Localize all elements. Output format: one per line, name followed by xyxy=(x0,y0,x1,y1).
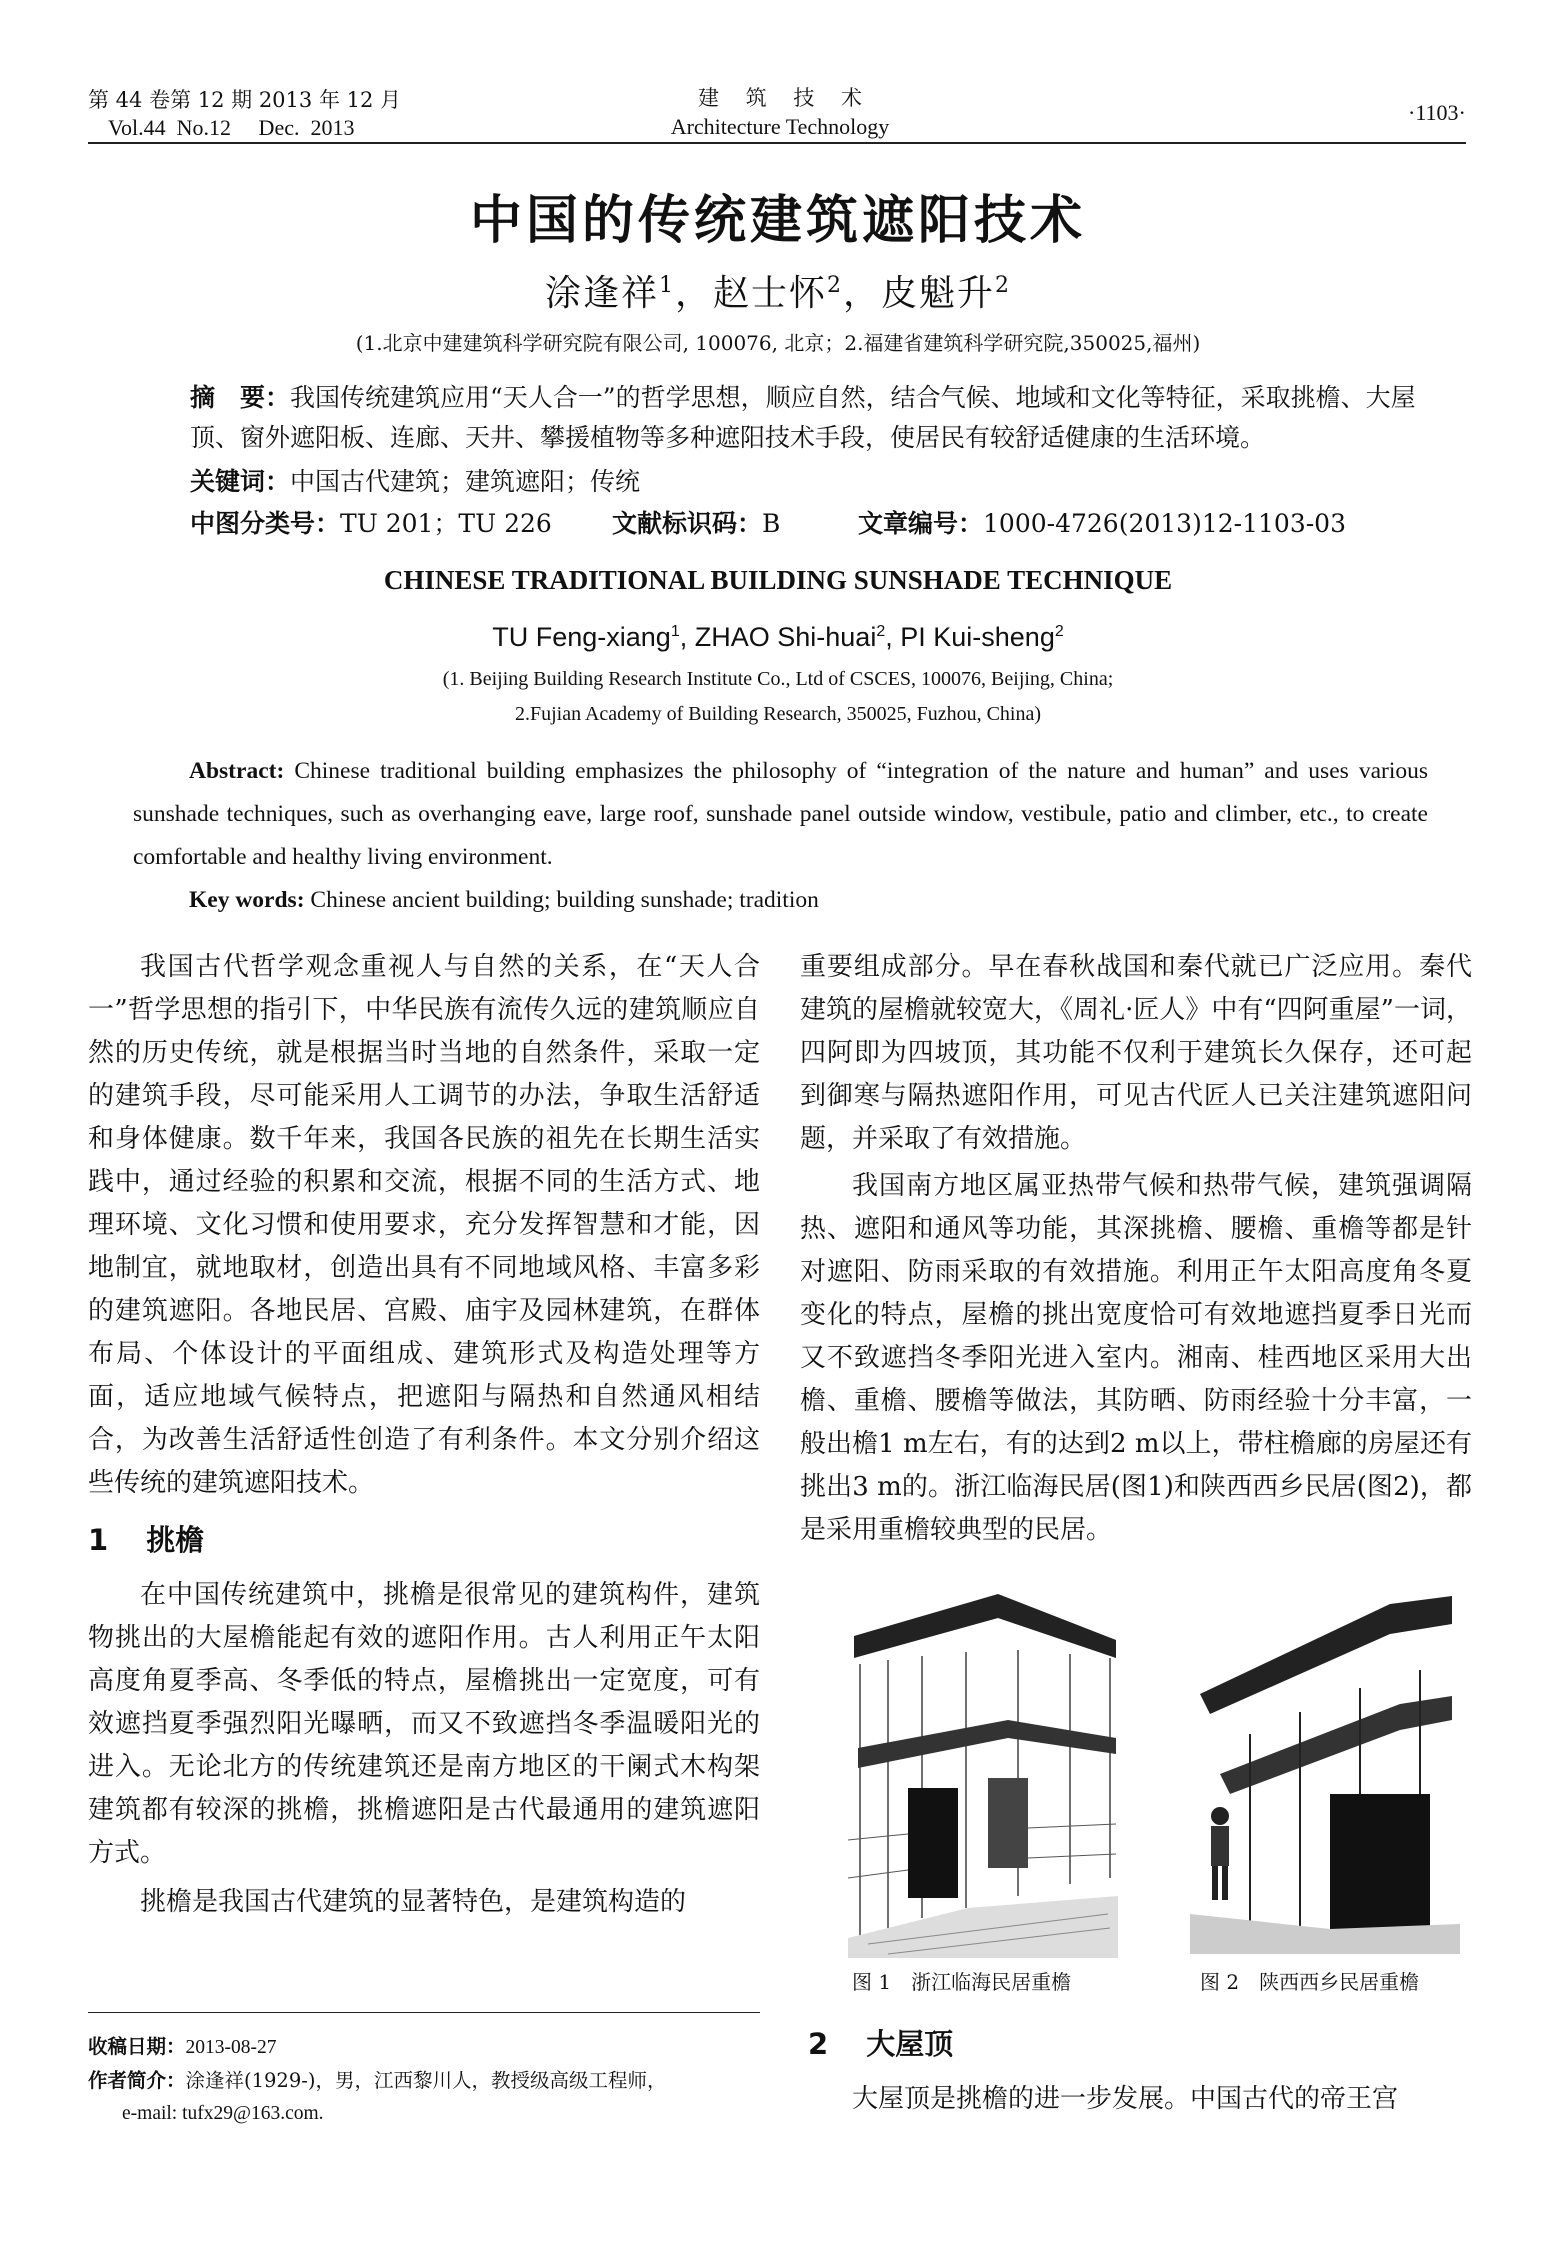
doc-code-value: B xyxy=(762,509,781,538)
journal-name-cn: 建 筑 技 术 xyxy=(697,86,863,110)
abstract-en-text: Chinese traditional building emphasizes the philosophy of “integration of the nature and human” and uses various sunshade techniques, such as overhanging eave, large roof, sunshade panel outside window, vestibule, patio and climber, etc., to create comfortable and healthy living environment. xyxy=(133,758,1429,870)
figure-2-sketch xyxy=(1190,1584,1460,1954)
abstract-cn xyxy=(190,378,1440,458)
section-1-heading xyxy=(88,1519,760,1562)
section-1-paragraph-1: 在中国传统建筑中，挑檐是很常见的建筑构件，建筑物挑出的大屋檐能起有效的遮阳作用。古人利用正午太阳高度角夏季高、冬季低的特点，屋檐挑出一定宽度，可有效遮挡夏季强烈阳光曝晒，而又不致遮挡冬季温暖阳光的进入。无论北方的传统建筑还是南方地区的干阑式木构架建筑都有较深的挑檐，挑檐遮阳是古代最通用的建筑遮阳方式。 xyxy=(88,1580,760,1868)
section-2-heading xyxy=(808,2022,953,2063)
section-2-paragraph xyxy=(800,2078,1472,2121)
section-2-title: 大屋顶 xyxy=(866,2027,954,2061)
clc-label: 中图分类号： xyxy=(190,509,341,538)
figure-1 xyxy=(848,1578,1118,1958)
bio-text: 涂逢祥(1929-)，男，江西黎川人，教授级高级工程师， xyxy=(185,2069,667,2092)
affiliations-cn: (1.北京中建建筑科学研究院有限公司, 100076, 北京；2.福建省建筑科学研究院,350025,福州) xyxy=(355,331,1201,355)
author-affil-mark: 2 xyxy=(995,273,1012,298)
section-1-paragraph-2: 挑檐是我国古代建筑的显著特色，是建筑构造的 xyxy=(140,1887,687,1917)
right-paragraph-2: 我国南方地区属亚热带气候和热带气候，建筑强调隔热、遮阳和通风等功能，其深挑檐、腰檐、重檐等都是针对遮阳、防雨采取的有效措施。利用正午太阳高度角冬夏变化的特点，屋檐的挑出宽度恰可有效地遮挡夏季日光而又不致遮挡冬季阳光进入室内。湘南、桂西地区采用大出檐、重檐、腰檐等做法，其防晒、防雨经验十分丰富，一般出檐1 m左右，有的达到2 m以上，带柱檐廊的房屋还有挑出3 m的。浙江临海民居(图1)和陕西西乡民居(图2)，都是采用重檐较典型的民居。 xyxy=(800,1171,1472,1545)
author-separator: , xyxy=(679,622,695,652)
figure-1-sketch xyxy=(848,1578,1118,1958)
footnote-rule xyxy=(88,2012,760,2013)
figure-2 xyxy=(1190,1584,1460,1954)
volume-cn: 第 44 卷第 12 期 2013 年 12 月 xyxy=(88,88,402,112)
figure-1-caption: 图 1 浙江临海民居重檐 xyxy=(852,1970,1072,1994)
keywords-en-label: Key words: xyxy=(189,887,305,913)
right-column xyxy=(800,946,1472,1552)
author-affil-mark: 2 xyxy=(827,273,843,298)
author-en-affil-mark: 2 xyxy=(1054,623,1064,640)
author-separator: ， xyxy=(843,273,882,314)
keywords-en-text: Chinese ancient building; building sunshade; tradition xyxy=(310,887,819,913)
section-1-number: 1 xyxy=(88,1523,109,1557)
received-date: 2013-08-27 xyxy=(185,2037,277,2058)
author-en-1: TU Feng-xiang$^1$ xyxy=(492,622,680,652)
header-rule xyxy=(88,142,1466,144)
article-number xyxy=(858,504,1418,544)
author-en-3: PI Kui-sheng$^2$ xyxy=(900,622,1064,652)
figure-2-caption: 图 2 陕西西乡民居重檐 xyxy=(1200,1970,1420,1994)
author-separator: ， xyxy=(674,273,713,314)
abstract-en xyxy=(133,750,1428,922)
affiliation-en-2: 2.Fujian Academy of Building Research, 350025, Fuzhou, China) xyxy=(514,703,1042,725)
paper-title-en: CHINESE TRADITIONAL BUILDING SUNSHADE TECHNIQUE xyxy=(383,565,1173,595)
clc-value: TU 201；TU 226 xyxy=(340,509,552,538)
footnote xyxy=(88,2030,760,2130)
paper-title: 中国的传统建筑遮阳技术 xyxy=(469,191,1086,251)
author-en-affil-mark: 1 xyxy=(670,623,680,640)
author-2: 赵士怀$^2$ xyxy=(712,273,843,314)
intro-paragraph: 我国古代哲学观念重视人与自然的关系，在“天人合一”哲学思想的指引下，中华民族有流传久远的建筑顺应自然的历史传统，就是根据当时当地的自然条件，采取一定的建筑手段，尽可能采用人工调节的办法，争取生活舒适和身体健康。数千年来，我国各民族的祖先在长期生活实践中，通过经验的积累和交流，根据不同的生活方式、地理环境、文化习惯和使用要求，充分发挥智慧和才能，因地制宜，就地取材，创造出具有不同地域风格、丰富多彩的建筑遮阳。各地民居、宫殿、庙宇及园林建筑，在群体布局、个体设计的平面组成、建筑形式及构造处理等方面，适应地域气候特点，把遮阳与隔热和自然通风相结合，为改善生活舒适性创造了有利条件。本文分别介绍这些传统的建筑遮阳技术。 xyxy=(88,952,760,1498)
keywords-cn-label: 关键词： xyxy=(190,467,291,496)
author-list-en xyxy=(0,622,1556,653)
section-1-title: 挑檐 xyxy=(146,1523,205,1557)
volume-en: Vol.44 No.12 Dec. 2013 xyxy=(108,115,355,140)
article-number-label: 文章编号： xyxy=(858,509,984,538)
keywords-cn-text: 中国古代建筑；建筑遮阳；传统 xyxy=(290,467,641,496)
bio-label: 作者简介： xyxy=(88,2069,186,2092)
author-1: 涂逢祥$^1$ xyxy=(544,273,675,314)
abstract-en-label: Abstract: xyxy=(189,758,285,784)
section-2-number: 2 xyxy=(808,2027,829,2061)
article-number-value: 1000-4726(2013)12-1103-03 xyxy=(983,509,1346,538)
section-2-text: 大屋顶是挑檐的进一步发展。中国古代的帝王宫 xyxy=(852,2084,1399,2114)
journal-name-en: Architecture Technology xyxy=(670,114,890,139)
keywords-cn xyxy=(190,462,1440,502)
author-list xyxy=(0,265,1556,316)
author-3: 皮魁升$^2$ xyxy=(881,273,1012,314)
page-number: ·1103· xyxy=(1408,100,1466,125)
author-en-2: ZHAO Shi-huai$^2$ xyxy=(694,622,886,652)
received-label: 收稿日期： xyxy=(88,2035,186,2058)
author-email: e-mail: tufx29@163.com. xyxy=(122,2103,324,2124)
abstract-cn-text: 我国传统建筑应用“天人合一”的哲学思想，顺应自然，结合气候、地域和文化等特征，采取挑檐、大屋顶、窗外遮阳板、连廊、天井、攀援植物等多种遮阳技术手段，使居民有较舒适健康的生活环境。 xyxy=(190,383,1416,452)
doc-code-label: 文献标识码： xyxy=(612,509,763,538)
affiliation-en-1: (1. Beijing Building Research Institute Co., Ltd of CSCES, 100076, Beijing, China; xyxy=(442,668,1114,690)
abstract-cn-label: 摘 要： xyxy=(190,383,291,412)
author-separator: , xyxy=(885,622,901,652)
author-affil-mark: 1 xyxy=(658,273,675,298)
right-paragraph-1: 重要组成部分。早在春秋战国和秦代就已广泛应用。秦代建筑的屋檐就较宽大，《周礼·匠人》中有“四阿重屋”一词，四阿即为四坡顶，其功能不仅利于建筑长久保存，还可起到御寒与隔热遮阳作用，可见古代匠人已关注建筑遮阳问题，并采取了有效措施。 xyxy=(800,952,1472,1154)
author-en-affil-mark: 2 xyxy=(876,623,886,640)
left-column xyxy=(88,946,760,1924)
